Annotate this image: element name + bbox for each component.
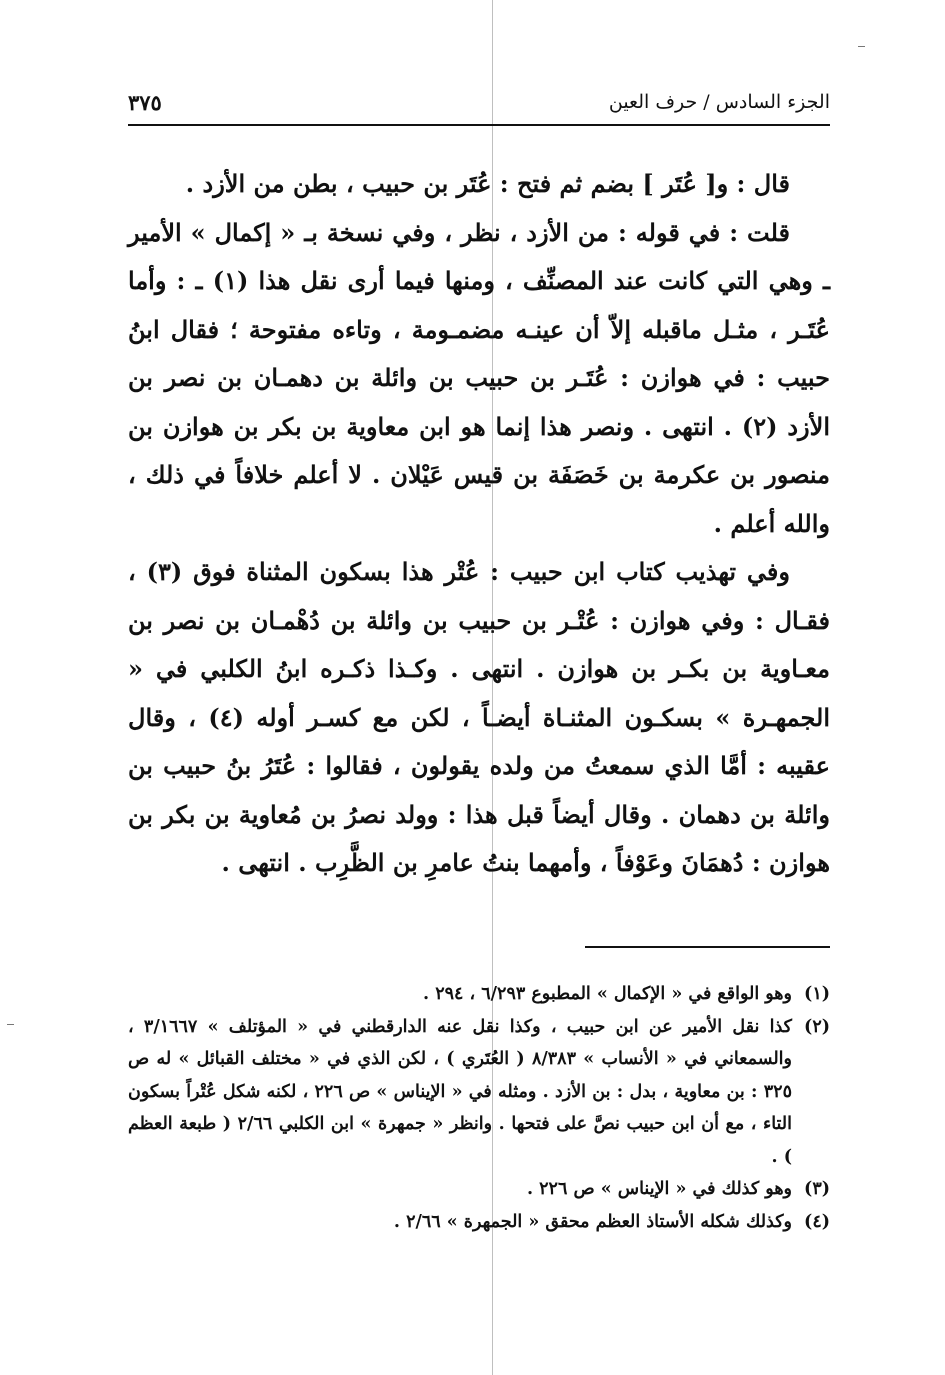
footnotes xyxy=(128,978,830,1238)
footnote xyxy=(128,1206,830,1239)
main-text xyxy=(128,160,830,888)
footnote-separator xyxy=(585,946,830,948)
running-head: الجزء السادس / حرف العين xyxy=(608,91,830,113)
footnote-text: وكذلك شكله الأستاذ العظم محقق « الجمهرة » ٢/٦٦ . xyxy=(393,1211,792,1232)
paragraph: قلت : في قوله : من الأزد ، نظر ، وفي نسخة بـ « إكمال » الأمير ـ وهي التي كانت عند المصنِّف ، ومنها فيما أرى نقل هذا (١) ـ : وأما عُتَـر ، مثـل ماقبله إلاّ أن عينـه مضمـومة ، وتاءه مفتوحة ؛ فقال ابنُ حبيب : في هوازن : عُتَـر بن حبيب بن وائلة بن دهمـان بن نصر بن الأزد (٢) . انتهى . ونصر هذا إنما هو ابن معاوية بن بكر بن هوازن بن منصور بن عكرمة بن خَصَفَة بن قيس عَيْلان . لا أعلم خلافاً في ذلك ، والله أعلم . xyxy=(128,217,831,538)
footnote-text: وهو كذلك في « الإيناس » ص ٢٢٦ . xyxy=(526,1179,792,1199)
page-number: ٣٧٥ xyxy=(128,89,162,115)
paragraph: وفي تهذيب كتاب ابن حبيب : عُتْر هذا بسكون المثناة فوق (٣) ، فقـال : وفي هوازن : عُتْـر بن حبيب بن وائلة بن دُهْمـان بن نصر بن معـاوية بن بكـر بن هوازن . انتهى . وكـذا ذكـره ابنُ الكلبي في « الجمهـرة » بسكـون المثنـاة أيضـاً ، لكن مع كسـر أوله (٤) ، وقال عقيبه : أمَّا الذي سمعتُ من ولده يقولون ، فقالوا : عُتَرُ بنُ حبيب بن وائلة بن دهمان . وقال أيضاً قبل هذا : وولد نصرُ بن مُعاوية بن بكر بن هوازن : دُهمَانَ وعَوْفاً ، وأمهما بنتُ عامرِ بن الظَّرِب . انتهى . xyxy=(128,557,831,877)
footnote-text: وهو الواقع في « الإكمال » المطبوع ٦/٢٩٣ ، ٢٩٤ . xyxy=(423,984,792,1004)
paragraph: قال : و[ عُتَر ] بضم ثم فتح : عُتَر بن حبيب ، بطن من الأزد . xyxy=(185,169,790,198)
header-rule xyxy=(128,124,830,126)
margin-mark xyxy=(858,46,865,47)
footnote-number: (٣) xyxy=(804,1179,830,1199)
footnote xyxy=(128,1173,830,1206)
footnote xyxy=(128,978,830,1011)
margin-mark xyxy=(7,1024,14,1025)
footnote-number: (٢) xyxy=(804,1016,830,1037)
footnote-text: كذا نقل الأمير عن ابن حبيب ، وكذا نقل عنه الدارقطني في « المؤتلف » ٣/١٦٦٧ ، والسمعاني في « الأنساب » ٨/٣٨٣ ( العُتَري ) ، لكن الذي في « مختلف القبائل » له ص ٣٢٥ : بن معاوية ، بدل : بن الأزد . ومثله في « الإيناس » ص ٢٢٦ ، لكنه شكل عُتْراً بسكون التاء ، مع أن ابن حبيب نصَّ على فتحها . وانظر « جمهرة » ابن الكلبي ٢/٦٦ ( طبعة العظم ) . xyxy=(128,1016,793,1167)
footnote-number: (١) xyxy=(804,984,830,1004)
page-header xyxy=(128,84,830,120)
footnote xyxy=(128,1011,830,1174)
footnote-number: (٤) xyxy=(804,1211,830,1232)
